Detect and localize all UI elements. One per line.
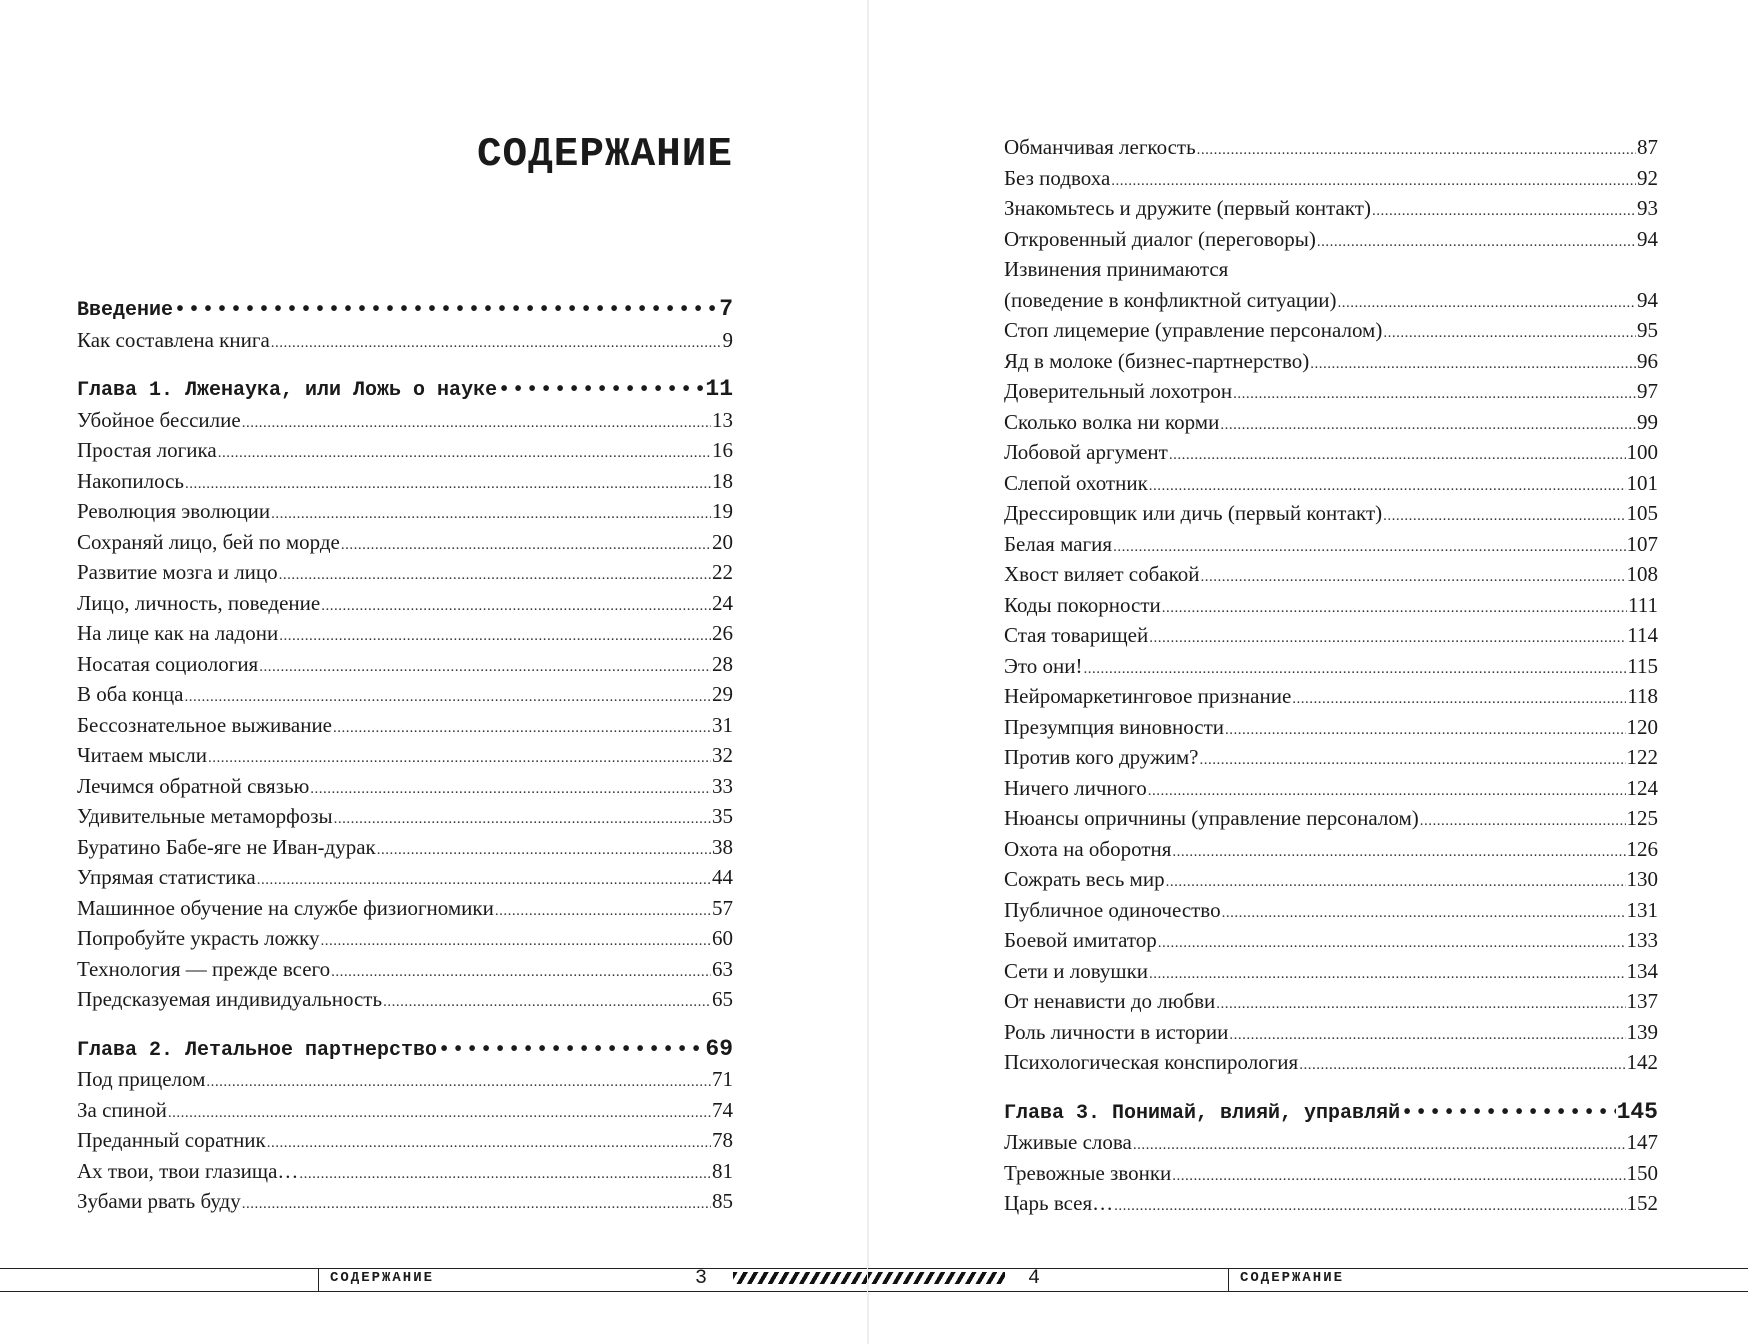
toc-entry-page: 97	[1637, 379, 1658, 403]
toc-dot-leader	[279, 621, 711, 652]
footer-top-rule	[0, 1268, 868, 1269]
toc-entry-title: Убойное бессилие	[77, 407, 241, 432]
toc-dot-leader	[242, 1189, 711, 1220]
toc-entry-page: 19	[712, 499, 733, 523]
toc-dot-leader	[1317, 227, 1636, 258]
toc-entry	[1004, 1188, 1658, 1219]
toc-dot-leader	[1172, 837, 1625, 868]
left-page	[0, 0, 868, 1344]
toc-entry	[77, 588, 733, 619]
toc-entry-title: Против кого дружим?	[1004, 745, 1199, 769]
toc-dot-leader	[242, 408, 711, 439]
toc-entry	[1004, 1017, 1658, 1048]
toc-entry-page: 93	[1637, 196, 1658, 220]
toc-entry-title: Публичное одиночество	[1004, 897, 1221, 922]
toc-dot-leader	[1420, 806, 1626, 837]
toc-dot-leader	[1222, 898, 1626, 929]
toc-entry	[77, 325, 733, 356]
toc-entry-title: Слепой охотник	[1004, 470, 1148, 495]
toc-entry-title: Извинения принимаются	[1004, 257, 1229, 281]
toc-dot-leader	[321, 926, 712, 957]
toc-entry-page: 126	[1626, 836, 1658, 861]
toc-entry-title: Глава 2. Летальное партнерство	[77, 1038, 438, 1062]
toc-entry-title: Лживые слова	[1004, 1130, 1132, 1154]
toc-dot-leader	[271, 499, 711, 530]
toc-dot-leader	[498, 376, 704, 407]
toc-entry-title: Простая логика	[77, 438, 217, 462]
toc-entry-page: 29	[712, 682, 733, 706]
toc-entry-title: (поведение в конфликтной ситуации)	[1004, 287, 1337, 312]
toc-entry-title: Роль личности в истории	[1004, 1019, 1229, 1044]
toc-entry-page: 152	[1626, 1191, 1658, 1215]
toc-entry	[1004, 132, 1658, 163]
toc-entry-title: Как составлена книга	[77, 327, 270, 352]
toc-entry	[77, 862, 733, 893]
toc-entry-page: 33	[712, 773, 733, 798]
toc-right	[1004, 132, 1658, 1219]
toc-entry	[77, 923, 733, 954]
toc-entry	[1004, 224, 1658, 255]
toc-dot-leader	[267, 1128, 711, 1159]
toc-entry-title: Буратино Бабе-яге не Иван-дурак	[77, 834, 376, 859]
toc-entry-title: Тревожные звонки	[1004, 1160, 1172, 1185]
toc-entry-page: 38	[712, 834, 733, 859]
toc-entry-title: Революция эволюции	[77, 499, 271, 523]
toc-entry-page: 63	[712, 956, 733, 981]
toc-entry	[77, 496, 733, 527]
toc-entry	[77, 740, 733, 771]
toc-entry-page: 7	[719, 296, 733, 322]
toc-entry	[1004, 864, 1658, 895]
toc-entry-title: Накопилось	[77, 468, 184, 493]
toc-entry	[77, 557, 733, 588]
toc-dot-leader	[438, 1036, 704, 1067]
toc-entry	[77, 893, 733, 924]
toc-left	[77, 294, 733, 1217]
toc-entry-page: 111	[1628, 592, 1658, 617]
toc-entry-page: 18	[712, 468, 733, 493]
toc-entry-page: 99	[1637, 409, 1658, 434]
toc-entry-title: Ах твои, твои глазища…	[77, 1158, 299, 1183]
toc-entry-page: 69	[705, 1035, 733, 1062]
toc-entry	[1004, 773, 1658, 804]
toc-entry-title: Доверительный лохотрон	[1004, 379, 1233, 403]
toc-entry-page: 85	[712, 1189, 733, 1213]
toc-entry-page: 81	[712, 1158, 733, 1183]
toc-dot-leader	[383, 987, 711, 1018]
toc-entry	[77, 832, 733, 863]
footer-hatch-ornament	[868, 1272, 1005, 1284]
toc-entry-page: 71	[712, 1067, 733, 1091]
toc-entry	[1004, 498, 1658, 529]
toc-entry	[1004, 1047, 1658, 1078]
toc-entry-title: Охота на оборотня	[1004, 836, 1172, 861]
toc-entry-page: 94	[1637, 287, 1658, 312]
toc-dot-leader	[333, 713, 711, 744]
toc-entry-title: Без подвоха	[1004, 165, 1111, 190]
toc-entry-title: На лице как на ладони	[77, 621, 279, 645]
toc-dot-leader	[271, 328, 722, 359]
toc-dot-leader	[185, 469, 711, 500]
footer-running-head: СОДЕРЖАНИЕ	[330, 1270, 435, 1286]
toc-entry-page: 131	[1626, 897, 1658, 922]
toc-dot-leader	[1133, 1130, 1626, 1161]
toc-entry	[77, 954, 733, 985]
toc-dot-leader	[1148, 776, 1626, 807]
toc-entry-title: За спиной	[77, 1097, 167, 1122]
toc-entry	[1004, 986, 1658, 1017]
toc-dot-leader	[1114, 1191, 1625, 1222]
toc-entry-title: Глава 1. Лженаука, или Ложь о науке	[77, 379, 498, 402]
toc-entry-title: Сколько волка ни корми	[1004, 409, 1220, 434]
toc-dot-leader	[310, 774, 711, 805]
toc-entry-page: 74	[712, 1097, 733, 1122]
page-number: 3	[695, 1267, 708, 1290]
toc-entry	[1004, 681, 1658, 712]
toc-entry-title: Лицо, личность, поведение	[77, 590, 321, 615]
toc-dot-leader	[1372, 196, 1636, 227]
toc-entry	[77, 1095, 733, 1126]
toc-entry-page: 31	[712, 712, 733, 737]
toc-entry-title: Психологическая конспирология	[1004, 1050, 1299, 1074]
toc-entry	[1004, 895, 1658, 926]
toc-dot-leader	[1158, 928, 1626, 959]
toc-dot-leader	[1310, 349, 1636, 380]
toc-entry	[1004, 163, 1658, 194]
toc-entry	[77, 984, 733, 1015]
toc-entry-title: Преданный соратник	[77, 1128, 266, 1152]
toc-entry-title: Знакомьтесь и дружите (первый контакт)	[1004, 196, 1371, 220]
footer-hatch-ornament	[733, 1272, 868, 1284]
toc-entry-page: 107	[1626, 531, 1658, 556]
toc-dot-leader	[1149, 471, 1626, 502]
toc-dot-leader	[331, 957, 711, 988]
toc-dot-leader	[1229, 1020, 1625, 1051]
footer-running-head: СОДЕРЖАНИЕ	[1240, 1270, 1345, 1286]
toc-dot-leader	[1383, 501, 1625, 532]
toc-entry-title: Лечимся обратной связью	[77, 773, 310, 798]
toc-entry-title: Лобовой аргумент	[1004, 440, 1168, 464]
toc-dot-leader	[334, 804, 711, 835]
toc-entry-page: 94	[1637, 226, 1658, 251]
toc-dot-leader	[1216, 989, 1625, 1020]
toc-dot-leader	[259, 652, 711, 683]
toc-entry	[1004, 1158, 1658, 1189]
toc-entry	[77, 405, 733, 436]
toc-entry	[1004, 315, 1658, 346]
toc-dot-leader	[206, 1067, 711, 1098]
toc-entry-title: Попробуйте украсть ложку	[77, 926, 320, 950]
toc-dot-leader	[174, 296, 718, 327]
toc-entry	[1004, 712, 1658, 743]
toc-entry-page: 134	[1626, 958, 1658, 983]
toc-dot-leader	[495, 896, 711, 927]
toc-entry	[77, 435, 733, 466]
toc-dot-leader	[1197, 135, 1636, 166]
toc-dot-leader	[208, 743, 711, 774]
toc-entry	[77, 679, 733, 710]
toc-entry-page: 32	[712, 743, 733, 767]
toc-entry-title: Ничего личного	[1004, 775, 1147, 800]
toc-entry-title: Откровенный диалог (переговоры)	[1004, 226, 1316, 251]
footer-bottom-rule	[868, 1291, 1748, 1292]
toc-entry-page: 13	[712, 407, 733, 432]
toc-dot-leader	[377, 835, 711, 866]
toc-entry	[1004, 346, 1658, 377]
toc-entry-page: 150	[1626, 1160, 1658, 1185]
toc-entry-page: 95	[1637, 318, 1658, 342]
toc-entry-title: Это они!	[1004, 653, 1083, 678]
toc-entry-title: Коды покорности	[1004, 592, 1161, 617]
toc-entry-page: 115	[1627, 653, 1658, 678]
toc-entry-title: Развитие мозга и лицо	[77, 560, 278, 584]
toc-dot-leader	[1220, 410, 1636, 441]
toc-entry-title: Сожрать весь мир	[1004, 867, 1165, 891]
toc-entry	[1004, 925, 1658, 956]
toc-dot-leader	[1111, 166, 1636, 197]
toc-entry-page: 101	[1626, 470, 1658, 495]
toc-entry-page: 20	[712, 529, 733, 554]
toc-dot-leader	[1149, 959, 1625, 990]
toc-entry-page: 124	[1626, 775, 1658, 800]
toc-entry-page: 147	[1626, 1130, 1658, 1154]
toc-entry	[1004, 468, 1658, 499]
toc-dot-leader	[1149, 623, 1626, 654]
toc-entry-title: Яд в молоке (бизнес-партнерство)	[1004, 348, 1310, 373]
toc-entry	[1004, 651, 1658, 682]
footer-separator	[318, 1268, 319, 1292]
toc-entry-title: Бессознательное выживание	[77, 712, 333, 737]
toc-entry-title: Введение	[77, 299, 174, 322]
toc-entry-page: 11	[705, 376, 733, 402]
toc-entry	[77, 710, 733, 741]
toc-entry	[1004, 803, 1658, 834]
toc-dot-leader	[1166, 867, 1626, 898]
toc-dot-leader	[279, 560, 711, 591]
toc-entry-page: 145	[1616, 1098, 1658, 1125]
toc-entry	[1004, 193, 1658, 224]
toc-entry-page: 122	[1626, 745, 1658, 769]
toc-entry-title: Носатая социология	[77, 651, 259, 676]
toc-chapter-entry	[77, 294, 733, 325]
toc-entry-page: 9	[722, 327, 733, 352]
toc-dot-leader	[1199, 745, 1625, 776]
toc-entry-page: 92	[1637, 165, 1658, 190]
toc-entry-title: Машинное обучение на службе физиогномики	[77, 895, 494, 920]
toc-entry	[77, 1186, 733, 1217]
toc-entry-page: 44	[712, 865, 733, 889]
toc-dot-leader	[1383, 318, 1636, 349]
toc-entry-page: 57	[712, 895, 733, 920]
toc-entry-title: Стоп лицемерие (управление персоналом)	[1004, 318, 1383, 342]
toc-entry	[77, 1064, 733, 1095]
toc-dot-leader	[1401, 1099, 1616, 1130]
toc-chapter-entry	[1004, 1097, 1658, 1128]
toc-dot-leader	[1162, 593, 1627, 624]
toc-entry	[1004, 407, 1658, 438]
footer-top-rule	[868, 1268, 1748, 1269]
toc-entry-page: 100	[1626, 440, 1658, 464]
toc-entry	[1004, 742, 1658, 773]
toc-entry	[1004, 254, 1658, 285]
toc-dot-leader	[1292, 684, 1626, 715]
toc-entry-title: Боевой имитатор	[1004, 928, 1157, 952]
toc-entry	[77, 771, 733, 802]
page-title: СОДЕРЖАНИЕ	[476, 132, 733, 178]
toc-entry-title: Предсказуемая индивидуальность	[77, 987, 383, 1011]
toc-entry-title: Зубами рвать буду	[77, 1189, 241, 1213]
toc-dot-leader	[1225, 715, 1625, 746]
toc-entry	[1004, 834, 1658, 865]
toc-dot-leader	[1200, 562, 1625, 593]
toc-entry-page: 28	[712, 651, 733, 676]
toc-entry	[77, 649, 733, 680]
toc-entry-page: 78	[712, 1128, 733, 1152]
toc-entry-title: Удивительные метаморфозы	[77, 804, 333, 828]
toc-entry-title: Дрессировщик или дичь (первый контакт)	[1004, 501, 1383, 525]
toc-dot-leader	[1233, 379, 1636, 410]
toc-entry	[77, 618, 733, 649]
toc-entry-title: От ненависти до любви	[1004, 989, 1216, 1013]
toc-entry-page: 35	[712, 804, 733, 828]
toc-entry	[1004, 437, 1658, 468]
toc-entry-page: 108	[1626, 562, 1658, 586]
toc-entry-page: 16	[712, 438, 733, 462]
toc-entry-page: 133	[1626, 928, 1658, 952]
toc-dot-leader	[168, 1098, 711, 1129]
page-number: 4	[1028, 1267, 1041, 1290]
toc-entry-title: Сохраняй лицо, бей по морде	[77, 529, 340, 554]
toc-dot-leader	[341, 530, 711, 561]
toc-dot-leader	[1083, 654, 1626, 685]
toc-entry-title: Технология — прежде всего	[77, 956, 331, 981]
toc-entry	[77, 527, 733, 558]
toc-dot-leader	[1299, 1050, 1625, 1081]
toc-chapter-entry	[77, 374, 733, 405]
toc-entry	[1004, 1127, 1658, 1158]
toc-entry-title: Хвост виляет собакой	[1004, 562, 1200, 586]
toc-dot-leader	[218, 438, 711, 469]
toc-entry	[1004, 285, 1658, 316]
toc-chapter-entry	[77, 1034, 733, 1065]
toc-dot-leader	[321, 591, 711, 622]
toc-entry	[1004, 620, 1658, 651]
toc-entry-page: 60	[712, 926, 733, 950]
toc-entry-title: Читаем мысли	[77, 743, 207, 767]
toc-entry-page: 24	[712, 590, 733, 615]
toc-dot-leader	[1338, 288, 1636, 319]
toc-entry-title: Упрямая статистика	[77, 865, 256, 889]
toc-entry-page: 65	[712, 987, 733, 1011]
toc-entry	[77, 801, 733, 832]
toc-entry-page: 125	[1626, 806, 1658, 830]
footer-bottom-rule	[0, 1291, 868, 1292]
toc-entry-page: 130	[1626, 867, 1658, 891]
toc-entry	[1004, 559, 1658, 590]
toc-entry	[1004, 529, 1658, 560]
toc-entry-page: 26	[712, 621, 733, 645]
footer-separator	[1228, 1268, 1229, 1292]
toc-entry-title: В оба конца	[77, 682, 184, 706]
toc-dot-leader	[1169, 440, 1626, 471]
toc-entry-page: 105	[1626, 501, 1658, 525]
toc-dot-leader	[257, 865, 711, 896]
toc-entry-page: 22	[712, 560, 733, 584]
toc-entry-page: 118	[1627, 684, 1658, 708]
toc-entry-page: 137	[1626, 989, 1658, 1013]
toc-entry-title: Нейромаркетинговое признание	[1004, 684, 1292, 708]
toc-entry-title: Обманчивая легкость	[1004, 135, 1196, 159]
toc-dot-leader	[1172, 1161, 1625, 1192]
toc-entry-title: Стая товарищей	[1004, 623, 1149, 647]
toc-entry-page: 142	[1626, 1050, 1658, 1074]
toc-entry-title: Под прицелом	[77, 1067, 206, 1091]
toc-entry-title: Царь всея…	[1004, 1191, 1114, 1215]
toc-entry-page: 114	[1627, 623, 1658, 647]
toc-entry-page: 139	[1626, 1019, 1658, 1044]
toc-entry	[1004, 956, 1658, 987]
toc-entry-title: Белая магия	[1004, 531, 1113, 556]
toc-dot-leader	[299, 1159, 711, 1190]
toc-entry	[1004, 590, 1658, 621]
toc-entry-title: Сети и ловушки	[1004, 958, 1149, 983]
toc-entry-page: 87	[1637, 135, 1658, 159]
toc-entry-title: Презумпция виновности	[1004, 714, 1225, 739]
right-page	[868, 0, 1748, 1344]
toc-entry-title: Глава 3. Понимай, влияй, управляй	[1004, 1101, 1401, 1125]
toc-entry-title: Нюансы опричнины (управление персоналом)	[1004, 806, 1419, 830]
toc-entry	[77, 466, 733, 497]
toc-dot-leader	[184, 682, 711, 713]
toc-entry-page: 120	[1626, 714, 1658, 739]
toc-dot-leader	[1113, 532, 1625, 563]
toc-entry	[1004, 376, 1658, 407]
toc-entry	[77, 1156, 733, 1187]
toc-entry	[77, 1125, 733, 1156]
toc-entry-page: 96	[1637, 348, 1658, 373]
